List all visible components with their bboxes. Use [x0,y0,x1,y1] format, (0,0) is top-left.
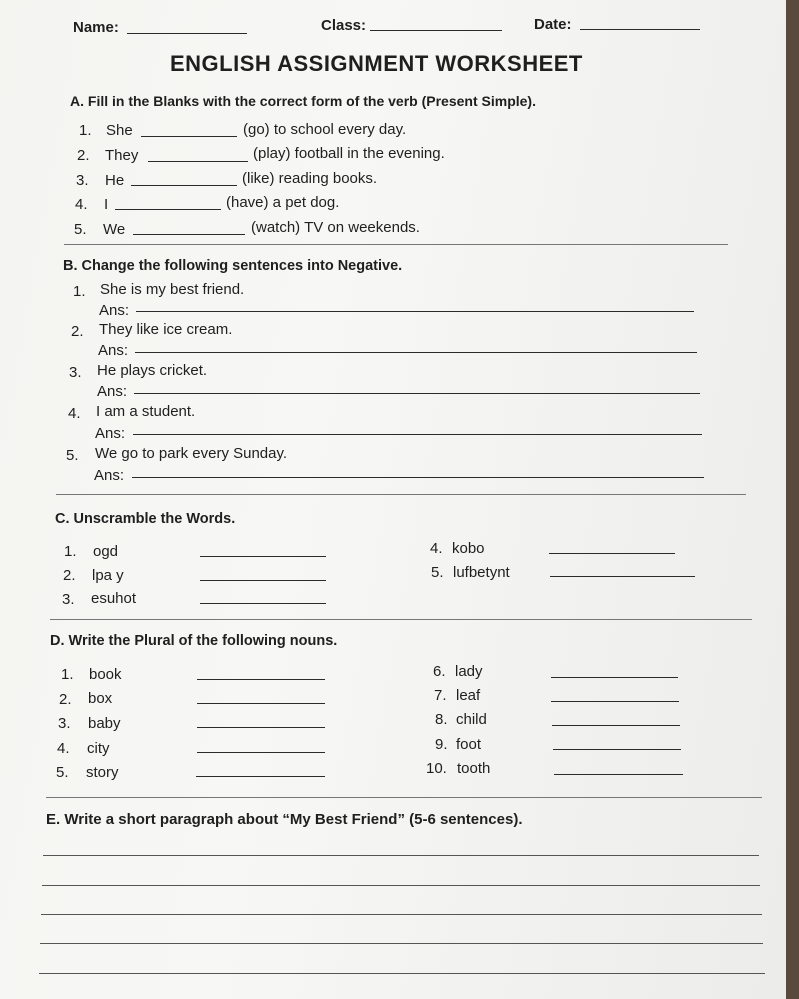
answer-blank[interactable] [552,725,680,726]
list-number: 6. [433,663,446,680]
scrambled-word: kobo [452,540,485,557]
sentence-rest: (play) football in the evening. [253,145,445,162]
answer-blank[interactable] [549,553,675,554]
ans-label: Ans: [97,383,128,400]
answer-blank[interactable] [551,701,679,702]
section-divider [64,244,728,245]
paragraph-line[interactable] [42,885,760,886]
sentence-subject: I [104,196,109,213]
answer-blank[interactable] [131,185,237,186]
paragraph-line[interactable] [39,973,765,974]
noun-word: foot [456,736,482,753]
list-number: 5. [66,447,79,464]
list-number: 3. [69,364,82,381]
section-d-heading: D. Write the Plural of the following nouns. [50,633,338,649]
answer-line[interactable] [135,352,697,353]
section-divider [46,797,762,798]
section-c-heading: C. Unscramble the Words. [55,511,236,527]
list-number: 7. [434,687,447,704]
ans-label: Ans: [98,342,129,359]
paragraph-line[interactable] [41,914,762,915]
answer-line[interactable] [133,434,702,435]
answer-line[interactable] [134,393,700,394]
noun-word: book [89,666,122,683]
answer-blank[interactable] [148,161,248,162]
sentence-text: He plays cricket. [97,362,208,379]
list-number: 1. [64,543,77,560]
date-field[interactable] [580,29,700,30]
list-number: 8. [435,711,448,728]
name-label: Name: [73,19,119,36]
paragraph-line[interactable] [43,855,759,856]
sentence-subject: They [105,147,139,164]
sentence-rest: (like) reading books. [242,170,378,187]
class-label: Class: [321,17,367,34]
sentence-text: They like ice cream. [99,321,233,338]
answer-blank[interactable] [200,603,326,604]
answer-blank[interactable] [200,580,326,581]
list-number: 1. [79,122,92,139]
list-number: 4. [75,196,88,213]
answer-blank[interactable] [553,749,681,750]
answer-blank[interactable] [115,209,221,210]
answer-line[interactable] [136,311,694,312]
noun-word: child [456,711,487,728]
answer-blank[interactable] [551,677,678,678]
answer-blank[interactable] [141,136,237,137]
list-number: 1. [61,666,74,683]
answer-blank[interactable] [197,679,325,680]
section-a-heading: A. Fill in the Blanks with the correct form of the verb (Present Simple). [70,93,536,109]
answer-blank[interactable] [196,776,325,777]
list-number: 3. [76,172,89,189]
list-number: 1. [73,283,86,300]
noun-word: city [87,740,110,757]
noun-word: lady [455,663,483,680]
section-divider [56,494,746,495]
scrambled-word: lufbetynt [453,564,510,581]
sentence-text: She is my best friend. [100,281,245,298]
answer-line[interactable] [132,477,704,478]
list-number: 5. [431,564,444,581]
answer-blank[interactable] [200,556,326,557]
list-number: 4. [430,540,443,557]
list-number: 2. [63,567,76,584]
answer-blank[interactable] [197,703,325,704]
noun-word: leaf [456,687,481,704]
name-field[interactable] [127,33,247,34]
page-title: ENGLISH ASSIGNMENT WORKSHEET [170,51,583,76]
section-divider [50,619,752,620]
answer-blank[interactable] [554,774,683,775]
list-number: 5. [56,764,69,781]
list-number: 10. [426,760,447,777]
list-number: 9. [435,736,448,753]
section-e-heading: E. Write a short paragraph about “My Best Friend” (5-6 sentences). [46,811,523,828]
date-label: Date: [534,16,572,33]
answer-blank[interactable] [133,234,245,235]
list-number: 4. [57,740,70,757]
scrambled-word: ogd [93,543,119,560]
paragraph-line[interactable] [40,943,763,944]
ans-label: Ans: [99,302,130,319]
answer-blank[interactable] [550,576,695,577]
list-number: 2. [59,691,72,708]
noun-word: baby [88,715,121,732]
sentence-subject: We [103,221,126,238]
sentence-rest: (have) a pet dog. [226,194,340,211]
list-number: 2. [77,147,90,164]
sentence-subject: He [105,172,125,189]
sentence-rest: (go) to school every day. [243,121,407,138]
list-number: 3. [62,591,75,608]
list-number: 4. [68,405,81,422]
scrambled-word: lpa y [92,567,124,584]
ans-label: Ans: [94,467,125,484]
list-number: 5. [74,221,87,238]
noun-word: box [88,690,113,707]
noun-word: story [86,764,119,781]
noun-word: tooth [457,760,491,777]
ans-label: Ans: [95,425,126,442]
list-number: 3. [58,715,71,732]
class-field[interactable] [370,30,502,31]
list-number: 2. [71,323,84,340]
scrambled-word: esuhot [91,590,137,607]
answer-blank[interactable] [197,727,325,728]
sentence-text: I am a student. [96,403,196,420]
sentence-rest: (watch) TV on weekends. [251,219,420,236]
answer-blank[interactable] [197,752,325,753]
sentence-text: We go to park every Sunday. [95,445,288,462]
section-b-heading: B. Change the following sentences into Negative. [63,258,403,274]
sentence-subject: She [106,122,133,139]
